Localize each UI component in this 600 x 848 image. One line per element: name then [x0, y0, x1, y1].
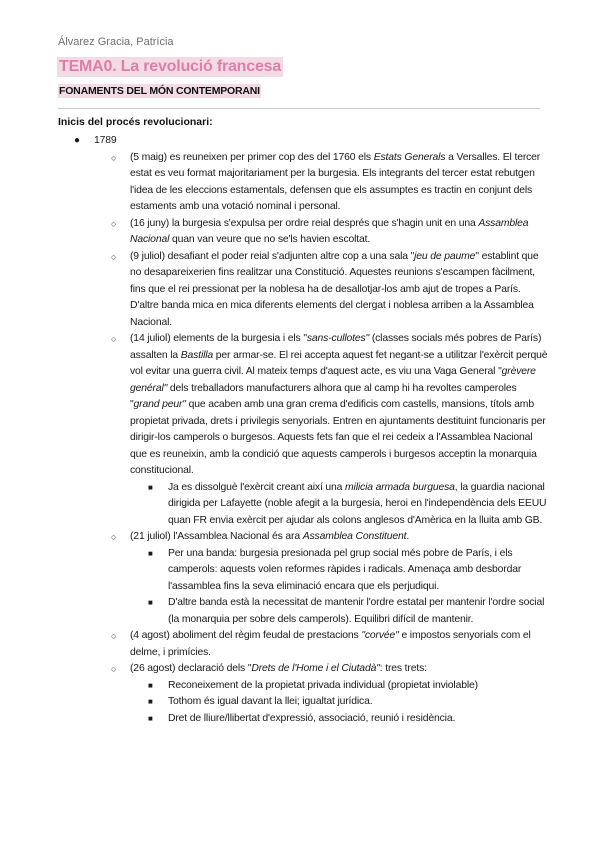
text-run-italic: grand peur" — [133, 399, 186, 410]
text-run: , la guardia nacional dirigida per Lafayette (noble afegit a la burgesia, heroi en l'independència dels EEUU quan FR envia exèrcit per ajudar als colons anglesos d'Amèrica en la lluita amb GB. — [168, 481, 547, 526]
filled-square-bullet-icon: ■ — [148, 697, 153, 706]
filled-square-bullet-icon: ■ — [148, 680, 153, 690]
text-run-italic: Assamblea Nacional — [130, 217, 529, 245]
list-item-aug4 — [58, 628, 548, 661]
filled-circle-bullet-icon: ● — [74, 135, 80, 146]
text-run: (14 juliol) elements de la burgesia i els " — [130, 333, 307, 344]
text-run: (26 agost) declaració dels " — [130, 663, 252, 674]
outline-list — [58, 133, 548, 727]
list-item-jul14 — [58, 331, 548, 480]
text-run: D'altre banda està la necessitat de mantenir l'ordre estatal per mantenir l'ordre social (la monarquia per sobre dels camperols). Equilibri difícil de mantenir. — [168, 597, 545, 625]
text-run: (classes socials més pobres de París) assalten la — [130, 333, 542, 361]
text-run-italic: jeu de paume — [414, 250, 476, 262]
page-title: TEMA0. La revolució francesa — [59, 58, 282, 75]
text-run: Tothom és igual davant la llei; igualtat jurídica. — [168, 696, 373, 707]
list-item-year — [58, 133, 548, 150]
list-subitem-equality — [58, 694, 548, 711]
filled-square-bullet-icon: ■ — [148, 548, 153, 558]
list-item-may5 — [58, 150, 548, 216]
list-subitem-militia — [58, 480, 548, 530]
author-name: Álvarez Gracia, Patrícia — [58, 36, 174, 48]
text-run-italic: milicia armada burguesa — [345, 481, 455, 493]
hollow-circle-bullet-icon: ○ — [111, 251, 117, 262]
text-run: Dret de lliure/llibertat d'expressió, associació, reunió i residència. — [168, 712, 456, 724]
text-run: (4 agost) aboliment del règim feudal de prestacions — [130, 630, 362, 641]
hollow-circle-bullet-icon: ○ — [111, 334, 117, 344]
text-run-italic: Assamblea Constituent — [302, 531, 407, 542]
filled-square-bullet-icon: ■ — [148, 713, 153, 723]
text-run: " establint que no desapareixerien fins realitzar una Constitució. Aquestes reunions s'escampen fàcilment, fins que el rei pressionat per la noblesa ha de desallotjar-los amb ajut de tropes a París. D'altre banda mica en mica diferents elements del clergat i noblesa arriben a la Assamblea Nacional. — [130, 250, 539, 328]
list-subitem-freedom — [58, 711, 548, 728]
text-run-italic: Bastilla — [180, 349, 214, 361]
list-subitem-one-side — [58, 546, 548, 596]
text-run: que acaben amb una gran crema d'edificis com castells, mansions, títols amb propietat privada, drets i privilegis senyorials. Entren en ajuntaments destituint funcionaris per dirigir-los camperols o burgesos. Aquests fets fan que el rei cedeix a l'Assamblea Nacional que es reuneixin, amb la condició que aquests camperols i burgesos acceptin la monarquia constitucional. — [130, 399, 546, 476]
text-run: per armar-se. El rei accepta aquest fet negant-se a utilitzar l'exèrcit perquè vol evitar una guerra civil. Al mateix temps d'aquest acte, es viu una Vaga General " — [130, 349, 548, 377]
hollow-circle-bullet-icon: ○ — [111, 631, 117, 641]
text-run-italic: sans-cullotes" — [306, 333, 370, 344]
list-item-aug26 — [58, 661, 548, 678]
text-run: (5 maig) es reuneixen per primer cop des del 1760 els — [130, 151, 374, 163]
text-run: e impostos senyorials com el delme, i primícies. — [130, 630, 531, 658]
year-label: 1789 — [94, 135, 117, 146]
text-run: Per una banda: burgesia presionada pel grup social més pobre de París, i els camperols: aquests volen reformes ràpides i radicals. Amenaça amb desbordar l'assamblea fins la seva eliminació encara que els perjudiqui. — [168, 547, 522, 592]
text-run: . — [406, 531, 410, 542]
horizontal-divider — [58, 108, 540, 109]
text-run: Reconeixement de la propietat privada individual (propietat inviolable) — [168, 679, 478, 691]
text-run: : tres trets: — [379, 663, 427, 674]
hollow-circle-bullet-icon: ○ — [111, 218, 117, 229]
filled-square-bullet-icon: ■ — [148, 482, 153, 492]
list-item-jul21 — [58, 529, 548, 546]
page-subtitle: FONAMENTS DEL MÓN CONTEMPORANI — [59, 85, 260, 97]
list-item-jun16 — [58, 216, 548, 249]
text-run: (21 juliol) l'Assamblea Nacional és ara — [130, 531, 303, 542]
hollow-circle-bullet-icon: ○ — [111, 664, 117, 674]
text-run: (9 juliol) desafiant el poder reial s'adjunten altre cop a una sala " — [130, 250, 415, 262]
text-run: (16 juny) la burgesia s'expulsa per ordre reial després que s'hagin unit en una — [130, 217, 479, 229]
list-subitem-other-side — [58, 595, 548, 628]
text-run: dels treballadors manufacturers alhora que al camp hi ha revoltes camperoles " — [130, 382, 517, 410]
filled-square-bullet-icon: ■ — [148, 598, 153, 607]
text-run: Ja es dissolguè l'exèrcit creant així una — [168, 481, 346, 493]
hollow-circle-bullet-icon: ○ — [111, 152, 117, 163]
section-heading: Inicis del procés revolucionari: — [58, 116, 213, 128]
hollow-circle-bullet-icon: ○ — [111, 532, 117, 542]
list-subitem-property — [58, 678, 548, 695]
text-run-italic: "corvée" — [361, 630, 399, 641]
text-run-italic: Estats Generals — [373, 151, 446, 163]
text-run-italic: grèvere genéral" — [130, 366, 536, 394]
text-run-italic: Drets de l'Home i el Ciutadà" — [251, 663, 380, 674]
text-run: a Versalles. El tercer estat es veu format majoritariament per la burgesia. Els integrants del tercer estat rebutgen l'idea de les eleccions estamentals, defensen que els assumptes es tractin en conjunt dels estaments amb una votació nominal i personal. — [130, 151, 541, 212]
text-run: quan van veure que no se'ls havien escoltat. — [169, 234, 371, 245]
list-item-jul9 — [58, 249, 548, 332]
